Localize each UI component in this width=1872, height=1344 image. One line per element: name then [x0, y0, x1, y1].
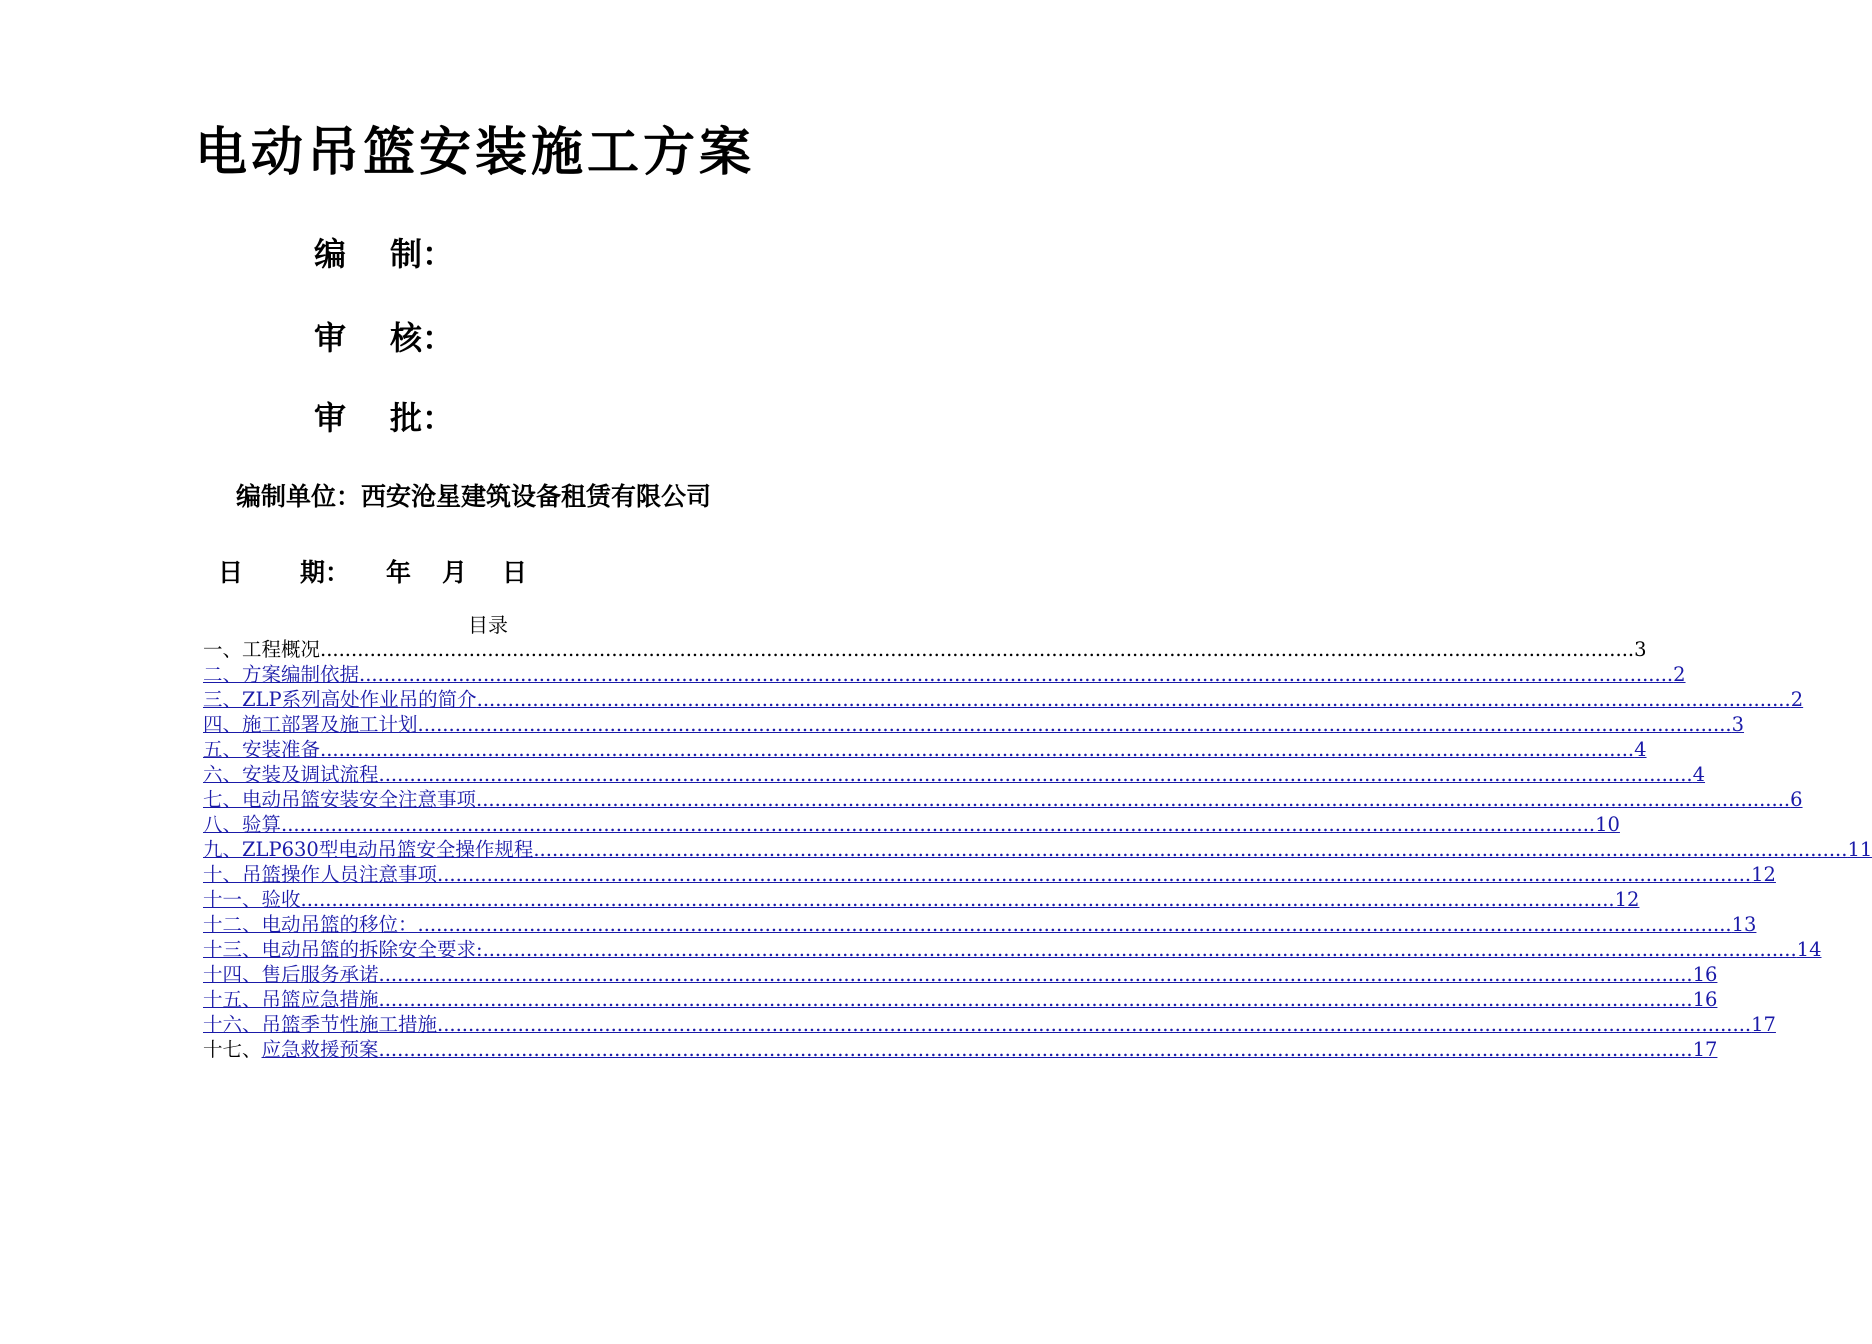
toc-link[interactable]: 十二、电动吊篮的移位： ..... 13 [203, 912, 837, 937]
signature-label-char2: 批： [390, 399, 455, 437]
document-title: 电动吊篮安装施工方案 [194, 122, 755, 183]
toc-link[interactable]: 十、吊篮操作人员注意事项 ..... 12 [203, 862, 837, 887]
signature-label-char2: 制： [390, 235, 455, 273]
toc-link[interactable]: 六、安装及调试流程 ..... 4 [203, 762, 837, 787]
toc-item-prefix: 十七、 [203, 1038, 262, 1061]
compiling-unit: 编制单位：西安沧星建筑设备租赁有限公司 [236, 482, 712, 511]
signature-label-char1: 编 [314, 235, 347, 273]
signature-label-char2: 核： [390, 319, 455, 357]
toc-link[interactable]: 十四、售后服务承诺 ..... 16 [203, 962, 837, 987]
toc-item [203, 1037, 1718, 1062]
toc-heading: 目录 [468, 613, 508, 637]
toc-link[interactable]: 十六、吊篮季节性施工措施 ..... 17 [203, 1012, 837, 1037]
toc-link[interactable]: 十五、吊篮应急措施 ..... 16 [203, 987, 837, 1012]
date-month: 月 [442, 558, 468, 587]
toc-link[interactable]: 二、方案编制依据 ..... 2 [203, 662, 837, 687]
toc-link[interactable]: 九、ZLP630型电动吊篮安全操作规程 ..... 11 [203, 837, 837, 862]
signature-label-char1: 审 [314, 319, 347, 357]
date-label-char2: 期： [300, 558, 351, 587]
toc-link[interactable]: 五、安装准备 ..... 4 [203, 737, 837, 762]
signature-row-review [314, 318, 454, 358]
toc-link[interactable]: 应急救援预案 ..... 17 [262, 1037, 1718, 1062]
date-label-char1: 日 [218, 558, 244, 587]
date-year: 年 [386, 558, 412, 587]
signature-label-char1: 审 [314, 399, 347, 437]
toc-item: 一、工程概况 ..... 3 [203, 637, 837, 662]
toc-link[interactable]: 八、验算 ..... 10 [203, 812, 837, 837]
signature-row-approve [314, 398, 454, 438]
toc-link[interactable]: 十三、电动吊篮的拆除安全要求: ..... 14 [203, 937, 837, 962]
date-line [218, 556, 527, 590]
signature-row-compile [314, 234, 454, 274]
date-day: 日 [502, 558, 528, 587]
toc-link[interactable]: 四、施工部署及施工计划 ..... 3 [203, 712, 837, 737]
table-of-contents [203, 637, 1872, 1062]
toc-link[interactable]: 七、电动吊篮安装安全注意事项 ..... 6 [203, 787, 837, 812]
toc-link[interactable]: 十一、验收 ..... 12 [203, 887, 837, 912]
toc-link[interactable]: 三、ZLP系列高处作业吊的简介 ..... 2 [203, 687, 837, 712]
